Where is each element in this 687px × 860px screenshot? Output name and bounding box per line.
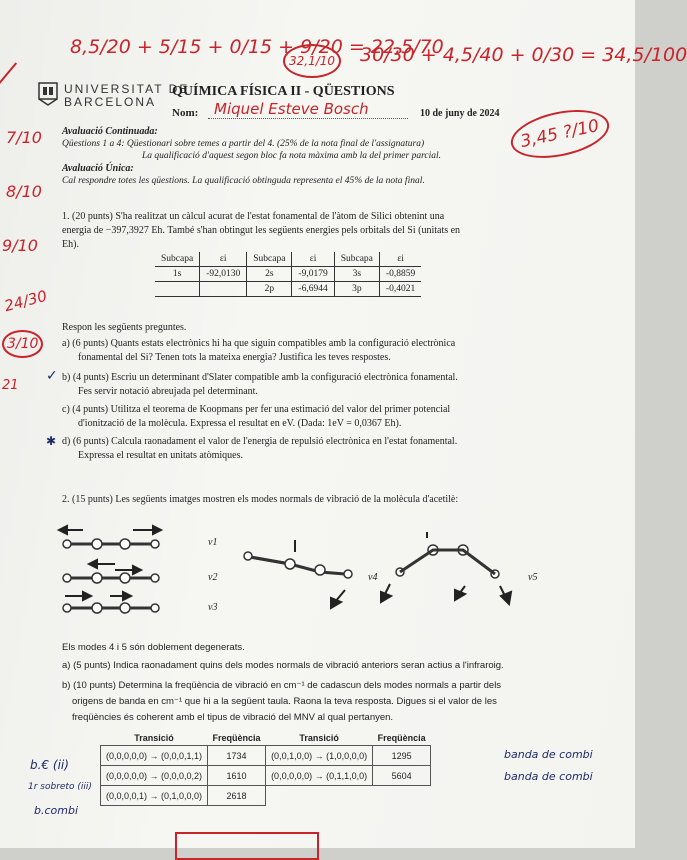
- continuous-title: Avaluació Continuada:: [62, 126, 158, 137]
- table-cell: [266, 786, 373, 806]
- table-cell: 2618: [208, 786, 266, 806]
- table-cell: -9,0179: [292, 267, 334, 282]
- q1-line3: Eh).: [62, 239, 79, 250]
- name-label: Nom:: [172, 107, 199, 119]
- single-line: Cal respondre totes les qüestions. La qualificació obtinguda representa el 45% de la nota final.: [62, 176, 425, 186]
- handwritten-sum-1: 8,5/20 + 5/15 + 0/15 + 9/20 = 22,5/70: [70, 36, 444, 58]
- note-right-1: banda de combi: [504, 748, 593, 761]
- q1-c-line2: d'ionització de la molècula. Expressa el resultat en eV. (Dada: 1eV = 0,0367 Eh).: [78, 418, 402, 429]
- table-row: [101, 766, 431, 786]
- university-line1: UNIVERSITAT DE: [64, 82, 190, 96]
- table-cell: [155, 282, 200, 297]
- table-header-cell: Transició: [266, 731, 373, 746]
- star-mark-icon: ✱: [46, 434, 57, 448]
- margin-slash-mark: [0, 62, 28, 95]
- note-right-2: banda de combi: [504, 770, 593, 783]
- table-cell: (0,0,0,0,1) → (0,1,0,0,0): [101, 786, 208, 806]
- name-underline: [208, 118, 408, 119]
- margin-score-circled: 3/10: [2, 330, 43, 358]
- exam-date: 10 de juny de 2024: [420, 108, 500, 119]
- university-line2: BARCELONA: [64, 95, 157, 109]
- q2-degenerate-note: Els modes 4 i 5 són doblement degenerats.: [62, 642, 245, 653]
- table-header-cell: Transició: [101, 731, 208, 746]
- handwritten-circled-score: 32,1/10: [283, 44, 341, 78]
- mode-label-v4: ν4: [368, 572, 378, 583]
- table-cell: 3s: [334, 267, 379, 282]
- handwritten-final-grade: 3,45 ?/10: [507, 102, 614, 166]
- margin-score-q2: 8/10: [6, 182, 42, 201]
- q1-b-line2: Fes servir notació abreujada pel determinant.: [78, 386, 258, 397]
- q1-a-line2: fonamental del Si? Tenen tots la mateixa energia? Justifica les teves respostes.: [78, 352, 391, 363]
- orbital-energy-table: [155, 252, 421, 297]
- q2-intro: 2. (15 punts) Les següents imatges mostren els modes normals de vibració de la molècula d'acetilè:: [62, 494, 459, 505]
- table-header-cell: εi: [397, 254, 404, 264]
- mode-label-v5: ν5: [528, 572, 538, 583]
- margin-score-q3: 9/10: [2, 236, 38, 255]
- mode-label-v2: ν2: [208, 572, 218, 583]
- table-cell: 1610: [208, 766, 266, 786]
- note-left-3: b.combi: [34, 804, 79, 817]
- table-cell: (0,0,0,0,0) → (0,0,0,1,1): [101, 746, 208, 766]
- table-cell: -0,4021: [385, 284, 416, 294]
- table-header-cell: εi: [292, 252, 334, 267]
- table-cell: 5604: [373, 766, 431, 786]
- q1-d-line1: d) (6 punts) Calcula raonadament el valor de l'energia de repulsió electrònica en l'estat fonamental.: [62, 436, 458, 447]
- table-header-cell: εi: [200, 252, 247, 267]
- table-cell: [200, 282, 247, 297]
- table-cell: (0,0,0,0,0) → (0,0,0,0,2): [101, 766, 208, 786]
- transition-frequency-table: [100, 731, 431, 806]
- page-title: QUÍMICA FÍSICA II - QÜESTIONS: [172, 84, 395, 99]
- note-left-1: b.€ (ii): [30, 758, 69, 772]
- table-cell: -92,0130: [200, 267, 247, 282]
- table-cell: 1s: [155, 267, 200, 282]
- q1-b-line1: b) (4 punts) Escriu un determinant d'Slater compatible amb la configuració electrònica fonamental.: [62, 372, 458, 383]
- table-cell: 1295: [373, 746, 431, 766]
- note-left-2: 1r sobreto (iii): [28, 782, 92, 792]
- q1-prompt: Respon les següents preguntes.: [62, 322, 187, 333]
- table-cell: (0,0,0,0,0) → (0,1,1,0,0): [266, 766, 373, 786]
- q2-b-line2: origens de banda en cm⁻¹ que hi a la següent taula. Raona la teva resposta. Digues si el valor de les: [72, 696, 497, 707]
- mode-label-v1: ν1: [208, 537, 218, 548]
- margin-score-21: 21: [2, 378, 19, 393]
- margin-score-total: 24/30: [2, 286, 49, 316]
- q2-a: a) (5 punts) Indica raonadament quins dels modes normals de vibració anteriors seran actius a l'infraroig.: [62, 660, 504, 671]
- table-header-cell: Subcapa: [334, 252, 379, 267]
- table-header-cell: Freqüència: [373, 731, 431, 746]
- table-header-cell: Subcapa: [155, 252, 200, 267]
- handwritten-sum-2: 30/30 + 4,5/40 + 0/30 = 34,5/100: [360, 44, 687, 66]
- margin-score-q1: 7/10: [6, 128, 42, 147]
- red-answer-box: [175, 832, 319, 860]
- q1-c-line1: c) (4 punts) Utilitza el teorema de Koopmans per fer una estimació del valor del primer potencial: [62, 404, 451, 415]
- vibration-modes-diagram: [55, 512, 565, 622]
- table-cell: 2s: [247, 267, 292, 282]
- table-cell: (0,0,1,0,0) → (1,0,0,0,0): [266, 746, 373, 766]
- table-header-cell: Freqüència: [208, 731, 266, 746]
- handwritten-student-name: Miquel Esteve Bosch: [214, 100, 369, 118]
- university-shield-icon: [38, 82, 58, 106]
- table-cell: 1734: [208, 746, 266, 766]
- check-mark-icon: ✓: [46, 368, 58, 384]
- q2-b-line3: freqüències és coherent amb el tipus de vibració del MNV al qual pertanyen.: [72, 712, 394, 723]
- table-cell: 2p: [247, 282, 292, 297]
- mode-label-v3: ν3: [208, 602, 218, 613]
- table-header-cell: Subcapa: [247, 252, 292, 267]
- table-row: [155, 267, 421, 282]
- table-row: [101, 746, 431, 766]
- table-cell: -6,6944: [292, 282, 334, 297]
- q2-b-line1: b) (10 punts) Determina la freqüència de vibració en cm⁻¹ de cadascun dels modes normals a partir dels: [62, 680, 502, 691]
- table-cell: -0,8859: [385, 269, 416, 279]
- q1-a-line1: a) (6 punts) Quants estats electrònics hi ha que siguin compatibles amb la configuració electrònica: [62, 338, 456, 349]
- table-cell: 3p: [334, 282, 379, 297]
- single-title: Avaluació Única:: [62, 163, 134, 174]
- q1-line2: energia de −397,3927 Eh. També s'han obtingut les següents energies pels orbitals del Si (unitats en: [62, 225, 461, 236]
- table-cell: [373, 786, 431, 806]
- table-row: [155, 282, 421, 297]
- q1-line1: 1. (20 punts) S'ha realitzat un càlcul acurat de l'estat fonamental de l'àtom de Silici obtenint una: [62, 211, 445, 222]
- continuous-line2: La qualificació d'aquest segon bloc fa nota màxima amb la del primer parcial.: [142, 151, 442, 161]
- continuous-line1: Qüestions 1 a 4: Qüestionari sobre temes a partir del 4. (25% de la nota final de l'assignatura): [62, 139, 425, 149]
- table-row: [101, 786, 431, 806]
- q1-d-line2: Expressa el resultat en unitats atòmiques.: [78, 450, 243, 461]
